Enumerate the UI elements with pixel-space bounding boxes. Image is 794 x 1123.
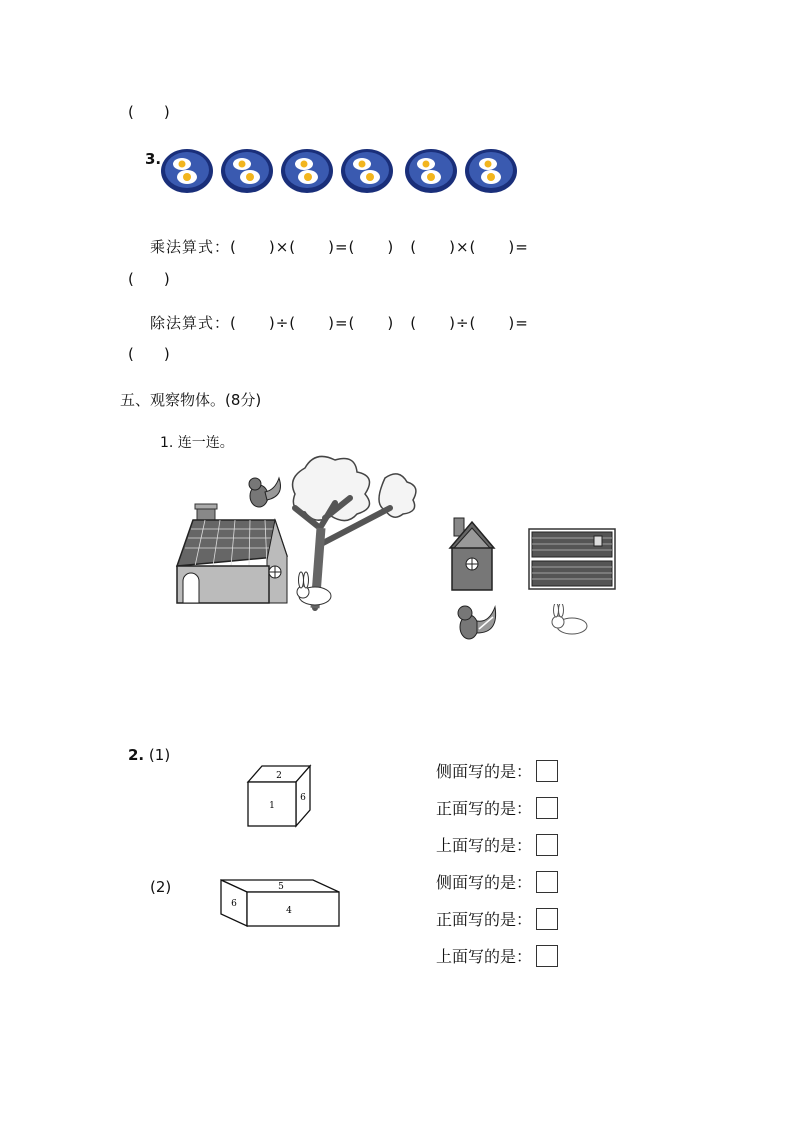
- rabbit-option[interactable]: [548, 604, 590, 636]
- cube-figure: [246, 764, 312, 828]
- question-2-label: 2.: [128, 746, 145, 764]
- box-figure: [219, 876, 343, 928]
- multiplication-line: [150, 236, 529, 257]
- multiplication-tail-blank[interactable]: ( ): [128, 270, 170, 288]
- answer-box[interactable]: [536, 797, 558, 819]
- answer-list: [436, 752, 558, 974]
- answer-box[interactable]: [536, 760, 558, 782]
- question-2-number: [128, 746, 170, 764]
- answer-label: 正面写的是：: [436, 910, 533, 929]
- answer-label: 上面写的是：: [436, 836, 533, 855]
- multiplication-label: 乘法算式：: [150, 238, 231, 256]
- answer-label: 正面写的是：: [436, 799, 533, 818]
- answer-line: [436, 863, 558, 900]
- egg-plate-icon: [404, 148, 458, 194]
- box-top-number: 5: [278, 882, 284, 892]
- top-blank[interactable]: ( ): [128, 103, 170, 121]
- multiplication-expression[interactable]: ( )×( )=( ) ( )×( )=: [230, 238, 529, 256]
- egg-plate-icon: [220, 148, 274, 194]
- answer-line: [436, 752, 558, 789]
- question-3-number: 3.: [145, 150, 162, 168]
- part-1-label: (1): [148, 746, 171, 764]
- question-1-label: 1. 连一连。: [160, 435, 234, 451]
- answer-box[interactable]: [536, 908, 558, 930]
- cube-side-number: 6: [300, 793, 306, 803]
- answer-label: 侧面写的是：: [436, 873, 533, 892]
- egg-plate-icon: [160, 148, 214, 194]
- section-5-title: 五、观察物体。(8分): [120, 391, 262, 409]
- cube-top-number: 2: [276, 771, 282, 781]
- answer-line: [436, 826, 558, 863]
- division-label: 除法算式：: [150, 314, 231, 332]
- answer-box[interactable]: [536, 834, 558, 856]
- roof-top-view-option[interactable]: [528, 528, 616, 590]
- answer-line: [436, 900, 558, 937]
- egg-plate-icon: [340, 148, 394, 194]
- answer-line: [436, 937, 558, 974]
- division-tail-blank[interactable]: ( ): [128, 345, 170, 363]
- egg-plates: [160, 148, 518, 194]
- squirrel-option[interactable]: [455, 603, 501, 643]
- box-side-number: 6: [231, 899, 237, 909]
- egg-plate-icon: [464, 148, 518, 194]
- division-expression[interactable]: ( )÷( )=( ) ( )÷( )=: [230, 314, 529, 332]
- answer-box[interactable]: [536, 871, 558, 893]
- answer-label: 侧面写的是：: [436, 762, 533, 781]
- box-front-number: 4: [286, 906, 292, 916]
- egg-plate-icon: [280, 148, 334, 194]
- answer-label: 上面写的是：: [436, 947, 533, 966]
- answer-box[interactable]: [536, 945, 558, 967]
- house-tree-scene: [175, 448, 435, 618]
- division-line: [150, 312, 529, 333]
- house-view-option[interactable]: [448, 516, 496, 592]
- answer-line: [436, 789, 558, 826]
- cube-front-number: 1: [269, 801, 275, 811]
- part-2-label: (2): [150, 878, 172, 896]
